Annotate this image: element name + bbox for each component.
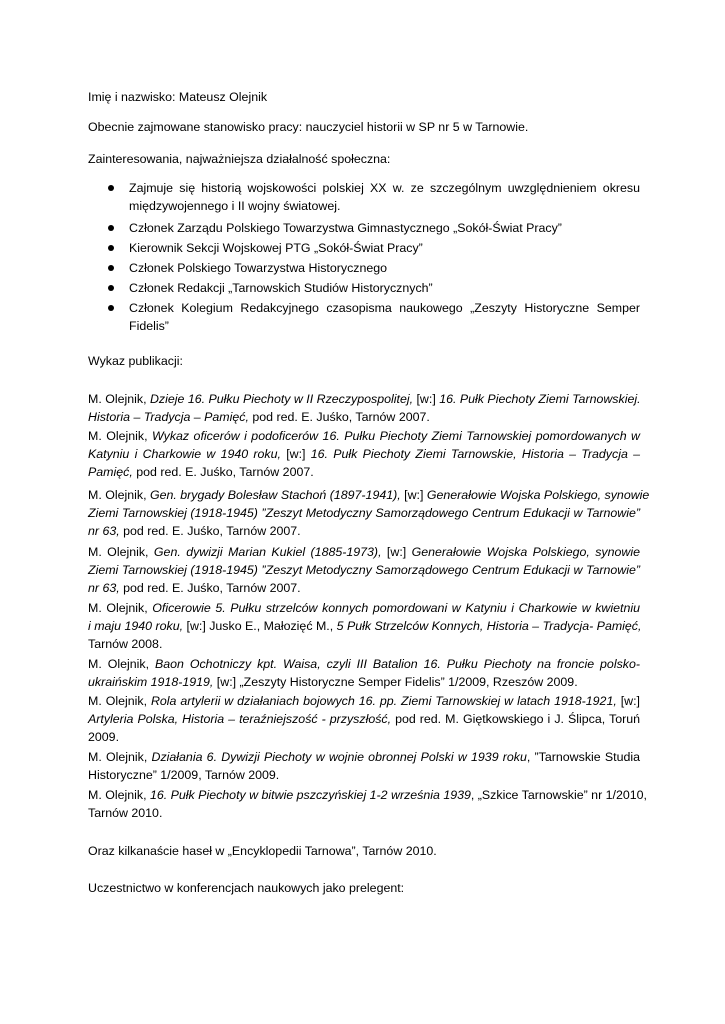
source: nr 63, xyxy=(88,524,120,538)
title: Gen. brygady Bolesław Stachoń (1897-1941), xyxy=(149,488,401,502)
source: Historia – Tradycja – Pamięć, xyxy=(88,410,249,424)
source: , „Szkice Tarnowskie” nr 1/2010, xyxy=(470,788,647,802)
editor-info: pod red. M. Giętkowskiego i J. Ślipca, Toruń xyxy=(391,712,640,726)
publication-5-line-2 xyxy=(88,617,640,635)
publication-4-line-2 xyxy=(88,561,640,579)
publication-3-line-2 xyxy=(88,504,640,522)
in-marker: [w:] xyxy=(381,545,412,559)
author: M. Olejnik, xyxy=(88,750,152,764)
title: Oficerowie 5. Pułku strzelców konnych pomordowani w Katyniu i Charkowie w kwietniu xyxy=(152,601,640,615)
source: Ziemi Tarnowskiej (1918-1945) ”Zeszyt Metodyczny Samorządowego Centrum Edukacji w Tarnowie” xyxy=(88,563,640,577)
publications-heading: Wykaz publikacji: xyxy=(88,354,183,368)
conferences-heading: Uczestnictwo w konferencjach naukowych jako prelegent: xyxy=(88,881,405,895)
bullet-item-4: Członek Polskiego Towarzystwa Historycznego xyxy=(129,261,388,275)
author: M. Olejnik, xyxy=(88,601,153,615)
title: Działania 6. Dywizji Piechoty w wojnie obronnej Polski w 1939 roku xyxy=(151,750,527,764)
publication-4-line-3 xyxy=(88,579,301,597)
bullet-dot xyxy=(108,285,114,291)
bullet-item-6-line-1: Członek Kolegium Redakcyjnego czasopisma naukowego „Zeszyty Historyczne Semper xyxy=(129,301,640,315)
author: M. Olejnik, xyxy=(88,488,150,502)
author: M. Olejnik, xyxy=(88,657,155,671)
publication-3-line-1 xyxy=(88,486,650,504)
author: M. Olejnik, xyxy=(88,429,152,443)
in-marker: [w:] xyxy=(400,488,427,502)
in-marker: [w:] Jusko E., Małozięć M., xyxy=(183,619,337,633)
publication-9-line-2: Tarnów 2010. xyxy=(88,806,163,820)
author: M. Olejnik, xyxy=(88,545,154,559)
in-marker: [w:] xyxy=(616,694,641,708)
bullet-dot xyxy=(108,185,114,191)
author: M. Olejnik, xyxy=(88,392,150,406)
publication-8-line-2: Historyczne” 1/2009, Tarnów 2009. xyxy=(88,768,280,782)
bullet-dot xyxy=(108,265,114,271)
source: Generałowie Wojska Polskiego, synowie xyxy=(411,545,640,559)
publication-5-line-1 xyxy=(88,599,640,617)
bullet-item-6-line-2: Fidelis” xyxy=(129,319,169,333)
position-line: Obecnie zajmowane stanowisko pracy: nauczyciel historii w SP nr 5 w Tarnowie. xyxy=(88,120,529,134)
author: M. Olejnik, xyxy=(88,694,151,708)
source: , ”Tarnowskie Studia xyxy=(526,750,640,764)
bullet-item-1-line-1: Zajmuje się historią wojskowości polskiej XX w. ze szczególnym uwzględnieniem okresu xyxy=(129,181,640,195)
publication-2-line-2 xyxy=(88,445,640,463)
bullet-item-1-line-2: międzywojennego i II wojny światowej. xyxy=(129,199,341,213)
publication-9-line-1 xyxy=(88,786,647,804)
publication-4-line-1 xyxy=(88,543,640,561)
publication-2-line-3 xyxy=(88,463,314,481)
bullet-item-5: Członek Redakcji „Tarnowskich Studiów Historycznych” xyxy=(129,281,433,295)
source: Generałowie Wojska Polskiego, synowie xyxy=(426,488,650,502)
interests-heading: Zainteresowania, najważniejsza działalność społeczna: xyxy=(88,152,391,166)
author: M. Olejnik, xyxy=(88,788,150,802)
publication-8-line-1 xyxy=(88,748,640,766)
bullet-dot xyxy=(108,245,114,251)
editor-info: pod red. E. Juśko, Tarnów 2007. xyxy=(119,581,301,595)
title: i maju 1940 roku, xyxy=(88,619,184,633)
publication-7-line-2 xyxy=(88,710,640,728)
publication-1-line-2 xyxy=(88,408,430,426)
in-marker: [w:] xyxy=(280,447,311,461)
source: 16. Pułk Piechoty Ziemi Tarnowskie, Historia – Tradycja – xyxy=(310,447,640,461)
source: Artyleria Polska, Historia – teraźniejszość - przyszłość, xyxy=(88,712,392,726)
title: 16. Pułk Piechoty w bitwie pszczyńskiej 1-2 września 1939 xyxy=(149,788,471,802)
title: Katyniu i Charkowie w 1940 roku, xyxy=(88,447,281,461)
publication-7-line-1 xyxy=(88,692,640,710)
title: Dzieje 16. Pułku Piechoty w II Rzeczypospolitej, xyxy=(149,392,414,406)
publication-3-line-3 xyxy=(88,522,301,540)
bullet-item-2: Członek Zarządu Polskiego Towarzystwa Gimnastycznego „Sokół-Świat Pracy” xyxy=(129,221,562,235)
title: Gen. dywizji Marian Kukiel (1885-1973), xyxy=(153,545,382,559)
publication-2-line-1 xyxy=(88,427,640,445)
editor-info: pod red. E. Juśko, Tarnów 2007. xyxy=(119,524,301,538)
bullet-dot xyxy=(108,305,114,311)
title: Wykaz oficerów i podoficerów 16. Pułku Piechoty Ziemi Tarnowskiej pomordowanych w xyxy=(151,429,640,443)
publication-6-line-1 xyxy=(88,655,640,673)
publication-6-line-2 xyxy=(88,673,578,691)
title: ukraińskim 1918-1919, xyxy=(88,675,214,689)
editor-info: pod red. E. Juśko, Tarnów 2007. xyxy=(132,465,314,479)
source: 5 Pułk Strzelców Konnych, Historia – Tradycja- Pamięć, xyxy=(336,619,642,633)
in-marker: [w:] xyxy=(413,392,440,406)
source: [w:] „Zeszyty Historyczne Semper Fidelis” 1/2009, Rzeszów 2009. xyxy=(213,675,578,689)
encyclopedia-line: Oraz kilkanaście haseł w „Encyklopedii Tarnowa”, Tarnów 2010. xyxy=(88,844,437,858)
publication-1-line-1 xyxy=(88,390,640,408)
name-line: Imię i nazwisko: Mateusz Olejnik xyxy=(88,90,268,104)
publication-5-line-3: Tarnów 2008. xyxy=(88,637,163,651)
source: 16. Pułk Piechoty Ziemi Tarnowskiej. xyxy=(439,392,641,406)
title: Rola artylerii w działaniach bojowych 16. pp. Ziemi Tarnowskiej w latach 1918-1921, xyxy=(150,694,617,708)
bullet-dot xyxy=(108,225,114,231)
source: nr 63, xyxy=(88,581,120,595)
bullet-item-3: Kierownik Sekcji Wojskowej PTG „Sokół-Świat Pracy” xyxy=(129,241,423,255)
editor-info: pod red. E. Juśko, Tarnów 2007. xyxy=(248,410,430,424)
source: Ziemi Tarnowskiej (1918-1945) ”Zeszyt Metodyczny Samorządowego Centrum Edukacji w Tarnowie” xyxy=(88,506,640,520)
publication-7-line-3: 2009. xyxy=(88,730,120,744)
title: Baon Ochotniczy kpt. Waisa, czyli III Batalion 16. Pułku Piechoty na froncie polsko- xyxy=(154,657,640,671)
source: Pamięć, xyxy=(88,465,133,479)
